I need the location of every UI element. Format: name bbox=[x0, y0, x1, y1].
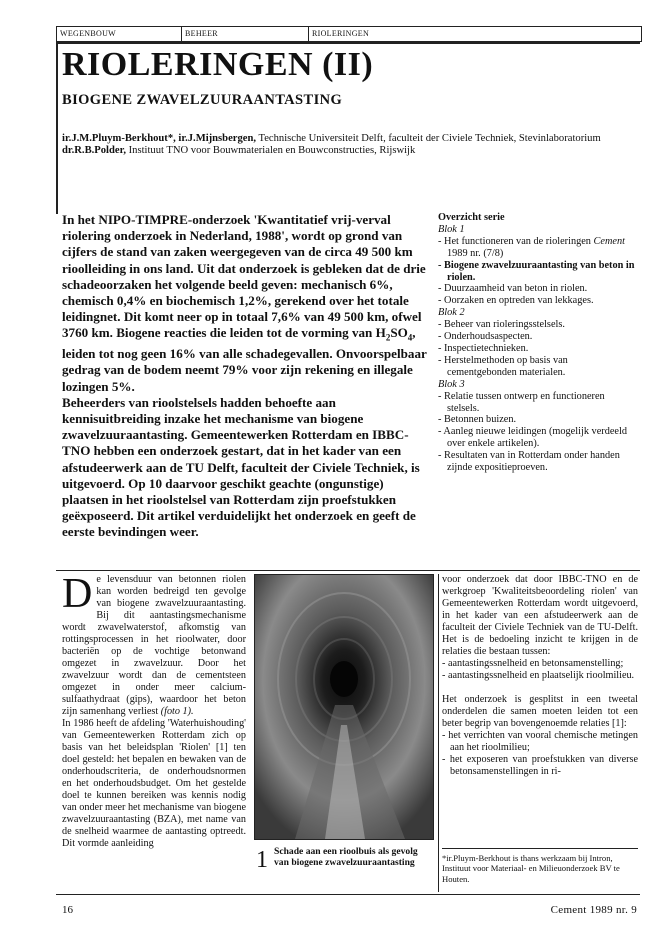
author-names-1: ir.J.M.Pluym-Berkhout*, ir.J.Mijnsbergen, bbox=[62, 133, 257, 144]
tab-rioleringen: RIOLERINGEN bbox=[312, 29, 370, 38]
body-paragraph bbox=[62, 571, 246, 718]
list-item: - Inspectietechnieken. bbox=[438, 342, 529, 354]
sewer-pipe-photo bbox=[254, 574, 434, 840]
blok-2-label: Blok 2 bbox=[438, 307, 465, 319]
section-tabs bbox=[56, 26, 642, 42]
footer-rule bbox=[56, 894, 640, 895]
authors-block bbox=[62, 133, 632, 158]
overview-heading: Overzicht serie bbox=[438, 212, 505, 223]
blok-1-list bbox=[438, 236, 638, 307]
list-item: - Biogene zwavelzuuraantasting van beton in riolen. bbox=[438, 259, 635, 283]
lead-text bbox=[62, 212, 428, 541]
subscript-2: 2 bbox=[385, 333, 391, 344]
series-overview bbox=[438, 212, 638, 474]
list-item: - Oorzaken en optreden van lekkages. bbox=[438, 295, 594, 307]
list-item: - het verrichten van vooral chemische metingen aan het rioolmilieu; bbox=[442, 730, 638, 753]
footnote: *ir.Pluym-Berkhout is thans werkzaam bij Intron, Instituut voor Materiaal- en Milieuonderzoek BV te Houten. bbox=[442, 848, 638, 884]
list-item: - Betonnen buizen. bbox=[438, 414, 517, 426]
figure-number: 1 bbox=[256, 847, 268, 873]
list-item: - Relatie tussen ontwerp en functioneren stelsels. bbox=[438, 390, 605, 414]
body-paragraph: Het onderzoek is gesplitst in een tweetal onderdelen die samen moeten leiden tot een beter begrip van bovengenoemde relaties [1]: bbox=[442, 694, 638, 729]
author-affiliation-2: Instituut TNO voor Bouwmaterialen en Bouwconstructies, Rijswijk bbox=[125, 145, 416, 157]
title-frame-left bbox=[56, 42, 58, 214]
body-column-3 bbox=[442, 574, 638, 778]
author-names-2: dr.R.B.Polder, bbox=[62, 145, 126, 157]
issue-ref: 1989 nr. (7/8) bbox=[447, 247, 504, 259]
journal-name: Cement 1989 nr. 9 bbox=[550, 904, 637, 916]
body-column-1 bbox=[62, 571, 246, 850]
title-frame-top bbox=[56, 42, 640, 44]
tunnel-illustration bbox=[255, 575, 433, 839]
lead-paragraph-2: Beheerders van rioolstelsels hadden behoefte aan kennisuitbreiding inzake het mechanisme van biogene zwavelzuuraantasting. Gemeentewerken Rotterdam en IBBC-TNO hebben een onderzoek gestart, dat in het kader van een afstudeerwerk aan de TU Delft, faculteit der Civiele Techniek, is uitgevoerd. Op 10 daarvoor geschikt geachte (ongunstige) plaatsen in het rioolstelsel van Rotterdam zijn proefstukken geëxposeerd. Dit artikel verduidelijkt het onderzoek en geeft de eerste bevindingen weer. bbox=[62, 394, 420, 540]
blok-1-label: Blok 1 bbox=[438, 223, 465, 235]
body-list-2 bbox=[442, 730, 638, 778]
article-title: RIOLERINGEN (II) bbox=[62, 46, 374, 83]
figure-caption bbox=[254, 846, 432, 892]
lead-so: SO bbox=[390, 325, 408, 341]
tab-beheer: BEHEER bbox=[182, 27, 309, 41]
list-item: - Beheer van rioleringsstelsels. bbox=[438, 319, 565, 331]
body-list-1 bbox=[442, 658, 638, 682]
author-affiliation-1: Technische Universiteit Delft, faculteit der Civiele Techniek, Stevinlaboratorium bbox=[256, 133, 601, 144]
column-divider bbox=[438, 574, 439, 892]
lead-paragraph-1 bbox=[62, 212, 428, 395]
tab-wegenbouw: WEGENBOUW bbox=[57, 27, 182, 41]
list-item: - het exposeren van proefstukken van diverse betonsamenstellingen in ri- bbox=[442, 754, 638, 777]
blok-3-list bbox=[438, 391, 638, 474]
article-subtitle: BIOGENE ZWAVELZUURAANTASTING bbox=[62, 92, 343, 108]
journal-ref: Cement bbox=[593, 235, 626, 247]
body-paragraph: voor onderzoek dat door IBBC-TNO en de werkgroep 'Kwaliteitsbeoordeling riolen' van Gemeentewerken Rotterdam wordt uitgevoerd, in het kader van een afstudeerwerk aan de faculteit der Civiele Techniek van de TU-Delft. Het is de bedoeling inzicht te krijgen in de relaties die bestaan tussen: bbox=[442, 574, 638, 657]
paragraph-text: e levensduur van betonnen riolen kan worden bedreigd ten gevolge van biogene zwavelzuuraantasting. Bij dit aantastingsmechanisme wordt zwavelwaterstof, afkomstig van rottingsprocessen in het rioolwater, door bacteriën op de vochtige betonwand omgezet in zwavelzuur. Door het zwavelzuur wordt dan de cementsteen omgezet in onder meer calcium-sulfaathydraat (gips), waardoor het beton zijn samenhang verliest bbox=[62, 574, 246, 717]
list-item: - aantastingssnelheid en betonsamenstelling; bbox=[442, 658, 624, 669]
list-item: - Herstelmethoden op basis van cementgebonden materialen. bbox=[438, 354, 568, 378]
subscript-4: 4 bbox=[407, 333, 413, 344]
body-paragraph: In 1986 heeft de afdeling 'Waterhuishouding' van Gemeentewerken Rotterdam zich op basis van het beleidsplan 'Riolen' [1] ten doel gesteld: het bepalen en bewaken van de onderhoudscriteria, de onderhoudsnormen en het onderhoudsbudget. Om het gestelde doel te kunnen bereiken was kennis nodig van onder meer het mechanisme van biogene zwavelzuuraantasting (BZA), met name van de snelheid waarmee de aantasting optreedt. Dit vormde aanleiding bbox=[62, 718, 246, 849]
blok-3-label: Blok 3 bbox=[438, 378, 465, 390]
blok-2-list bbox=[438, 319, 638, 379]
list-item: - Duurzaamheid van beton in riolen. bbox=[438, 283, 588, 295]
drop-cap: D bbox=[62, 571, 93, 617]
lead-p1-part-a: In het NIPO-TIMPRE-onderzoek 'Kwantitatief vrij-verval riolering onderzoek in Nederland, 1988', wordt op grond van cijfers de stand van zaken weergegeven van de circa 49 500 km rioolleiding in ons land. Uit dat onderzoek is gebleken dat de drie schadeoorzaken het volgende beeld geven: mechanisch 6%, chemisch 0,4% en biochemisch 1,2%, gerekend over het totale leidingnet. Dit komt neer op in totaal 7,6% van 49 500 km, ofwel 3760 km. Biogene reacties die leiden tot de vorming van H bbox=[62, 212, 426, 341]
list-item: - Onderhoudsaspecten. bbox=[438, 331, 533, 343]
section-divider bbox=[56, 570, 640, 571]
page-number: 16 bbox=[62, 904, 73, 916]
caption-text: Schade aan een rioolbuis als gevolg van biogene zwavelzuuraantasting bbox=[274, 846, 418, 868]
list-item bbox=[438, 236, 638, 260]
photo-reference: (foto 1). bbox=[160, 706, 194, 717]
list-item: - aantastingssnelheid en plaatselijk rioolmilieu. bbox=[442, 670, 635, 681]
list-item: - Aanleg nieuwe leidingen (mogelijk verdeeld over enkele artikelen). bbox=[438, 426, 627, 450]
item-text: - Het functioneren van de rioleringen bbox=[438, 235, 591, 247]
lead-p1-part-b: , leiden tot nog geen 16% van alle schadegevallen. Onvoorspelbaar gedrag van de bodem neemt 79% voor zijn rekening en illegale lozingen 5%. bbox=[62, 325, 427, 394]
list-item: - Resultaten van in Rotterdam onder handen zijnde expositieproeven. bbox=[438, 450, 620, 474]
